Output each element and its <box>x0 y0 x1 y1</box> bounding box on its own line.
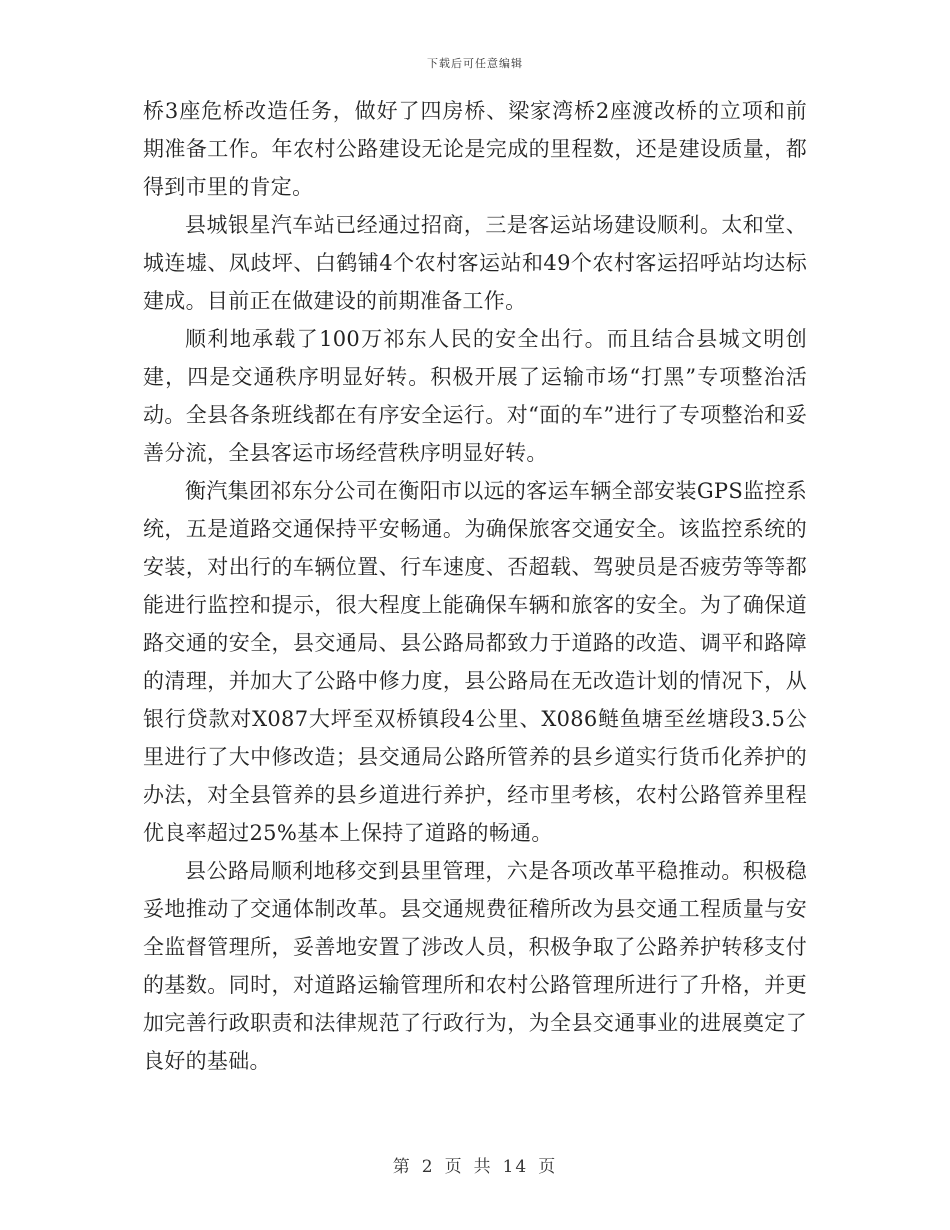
paragraph: 衡汽集团祁东分公司在衡阳市以远的客运车辆全部安装GPS监控系统，五是道路交通保持平安畅通。为确保旅客交通安全。该监控系统的安装，对出行的车辆位置、行车速度、否超载、驾驶员是否疲劳等等都能进行监控和提示，很大程度上能确保车辆和旅客的安全。为了确保道路交通的安全，县交通局、县公路局都致力于道路的改造、调平和路障的清理，并加大了公路中修力度，县公路局在无改造计划的情况下，从银行贷款对X087大坪至双桥镇段4公里、X086鲢鱼塘至丝塘段3.5公里进行了大中修改造；县交通局公路所管养的县乡道实行货币化养护的办法，对全县管养的县乡道进行养护，经市里考核，农村公路管养里程优良率超过25%基本上保持了道路的畅通。 <box>143 479 807 845</box>
page-footer <box>0 1152 950 1177</box>
footer-total-word: 共 <box>473 1157 493 1177</box>
paragraph: 县公路局顺利地移交到县里管理，六是各项改革平稳推动。积极稳妥地推动了交通体制改革。县交通规费征稽所改为县交通工程质量与安全监督管理所，妥善地安置了涉改人员，积极争取了公路养护转移支付的基数。同时，对道路运输管理所和农村公路管理所进行了升格，并更加完善行政职责和法律规范了行政行为，为全县交通事业的进展奠定了良好的基础。 <box>143 859 807 1073</box>
footer-suffix: 页 <box>538 1157 558 1177</box>
paragraph: 顺利地承载了100万祁东人民的安全出行。而且结合县城文明创建，四是交通秩序明显好转。积极开展了运输市场“打黑”专项整治活动。全县各条班线都在有序安全运行。对“面的车”进行了专项整治和妥善分流，全县客运市场经营秩序明显好转。 <box>143 327 807 465</box>
footer-page-word: 页 <box>444 1157 464 1177</box>
paragraph-continued: 桥3座危桥改造任务，做好了四房桥、梁家湾桥2座渡改桥的立项和前期准备工作。年农村公路建设无论是完成的里程数，还是建设质量，都得到市里的肯定。 <box>143 99 807 199</box>
footer-prefix: 第 <box>392 1157 412 1177</box>
page-header: 下载后可任意编辑 <box>427 57 523 70</box>
total-pages-number: 14 <box>502 1157 529 1177</box>
paragraph: 县城银星汽车站已经通过招商，三是客运站场建设顺利。太和堂、城连墟、凤歧坪、白鹤铺4个农村客运站和49个农村客运招呼站均达标建成。目前正在做建设的前期准备工作。 <box>143 213 807 313</box>
document-body <box>143 92 807 1080</box>
current-page-number: 2 <box>421 1157 435 1177</box>
